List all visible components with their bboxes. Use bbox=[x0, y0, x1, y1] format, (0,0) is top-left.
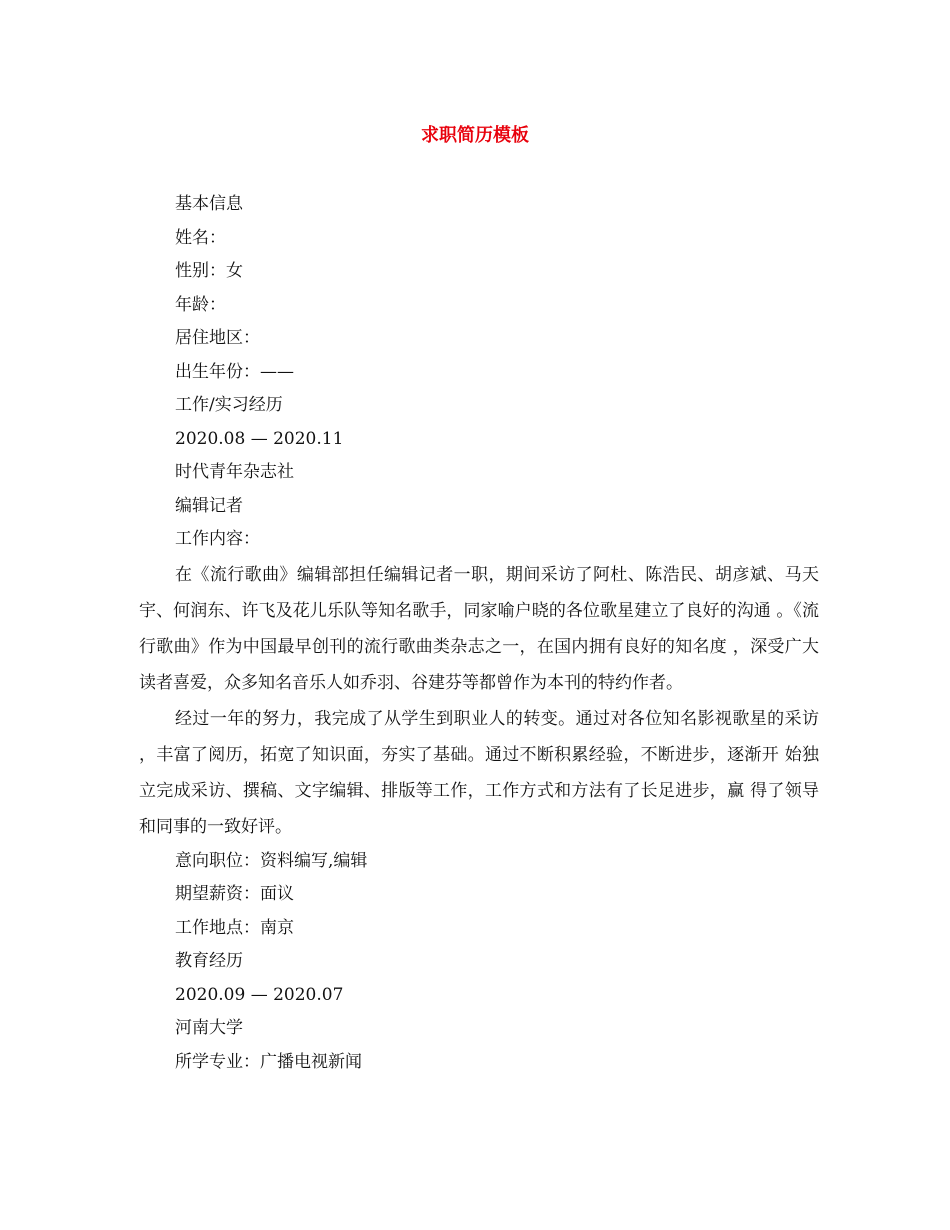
residence-field: 居住地区： bbox=[175, 328, 260, 348]
education-school: 河南大学 bbox=[175, 1018, 243, 1038]
birth-year-field: 出生年份：—— bbox=[175, 361, 294, 382]
work-paragraph-2: 经过一年的努力，我完成了从学生到职业人的转变。通过对各位知名影视歌星的采访 ，丰富了阅历，拓宽了知识面，夯实了基础。通过不断积累经验，不断进步，逐渐开 始独立完成采访、撰稿、文字编辑、排版等工作，工作方式和方法有了长足进步，赢 得了领导和同事的一致好评。 bbox=[139, 708, 819, 837]
basic-info-heading: 基本信息 bbox=[175, 194, 243, 214]
name-field: 姓名： bbox=[175, 227, 226, 248]
intent-job: 意向职位：资料编写,编辑 bbox=[175, 850, 368, 871]
work-heading: 工作/实习经历 bbox=[175, 395, 283, 415]
resume-content bbox=[139, 188, 819, 1079]
education-heading: 教育经历 bbox=[175, 951, 243, 971]
education-period: 2020.09 — 2020.07 bbox=[175, 984, 344, 1005]
gender-field: 性别：女 bbox=[175, 261, 243, 281]
intent-location: 工作地点：南京 bbox=[175, 917, 294, 938]
age-field: 年龄： bbox=[175, 294, 226, 315]
work-paragraph-1: 在《流行歌曲》编辑部担任编辑记者一职，期间采访了阿杜、陈浩民、胡彦斌、马天 宇、何润东、许飞及花儿乐队等知名歌手，同家喻户晓的各位歌星建立了良好的沟通 。《流行歌曲》作为中国最早创刊的流行歌曲类杂志之一，在国内拥有良好的知名度 ，深受广大读者喜爱，众多知名音乐人如乔羽、谷建芬等都曾作为本刊的特约作者。 bbox=[139, 564, 819, 693]
work-period: 2020.08 — 2020.11 bbox=[175, 428, 344, 449]
intent-salary: 期望薪资：面议 bbox=[175, 884, 294, 904]
work-position: 编辑记者 bbox=[175, 495, 243, 516]
work-content-label: 工作内容： bbox=[175, 529, 260, 549]
education-major: 所学专业：广播电视新闻 bbox=[175, 1051, 362, 1072]
document-title: 求职简历模板 bbox=[421, 125, 529, 146]
work-company: 时代青年杂志社 bbox=[175, 462, 294, 482]
